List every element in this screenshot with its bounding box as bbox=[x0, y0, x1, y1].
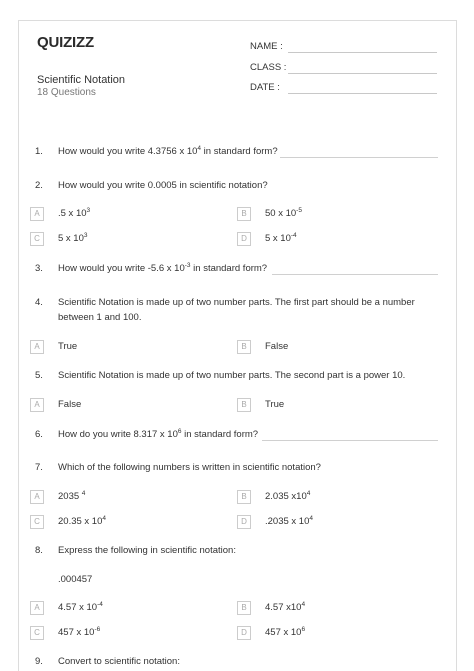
class-label: CLASS : bbox=[250, 62, 287, 73]
option-letter-box[interactable]: A bbox=[30, 601, 44, 615]
question-text: Scientific Notation is made up of two number parts. The first part should be a number bbox=[58, 297, 415, 308]
option-text[interactable]: .5 x $10^3$ bbox=[58, 207, 91, 219]
question-number: 4. bbox=[35, 297, 43, 308]
option-text[interactable]: 457 x $10^{-6}$ bbox=[58, 626, 101, 638]
question-text: Scientific Notation is made up of two number parts. The second part is a power 10. bbox=[58, 370, 406, 381]
question-number: 6. bbox=[35, 429, 43, 440]
option-letter-box[interactable]: A bbox=[30, 207, 44, 221]
option-letter-box[interactable]: C bbox=[30, 515, 44, 529]
option-text[interactable]: 5 x $10^{-4}$ bbox=[265, 232, 297, 244]
option-letter-box[interactable]: C bbox=[30, 626, 44, 640]
option-text[interactable]: 20.35 x $10^4$ bbox=[58, 515, 106, 527]
quizizz-logo: QUIZIZZ bbox=[37, 34, 94, 51]
question-text-continued: between 1 and 100. bbox=[58, 312, 142, 323]
option-text[interactable]: 2.035 $x10^4$ bbox=[265, 490, 311, 502]
date-label: DATE : bbox=[250, 82, 280, 93]
option-text[interactable]: 457 x $10^6$ bbox=[265, 626, 306, 638]
question-number: 1. bbox=[35, 146, 43, 157]
question-number: 2. bbox=[35, 180, 43, 191]
option-letter-box[interactable]: B bbox=[237, 340, 251, 354]
option-letter-box[interactable]: D bbox=[237, 232, 251, 246]
option-text[interactable]: False bbox=[265, 341, 289, 352]
option-text[interactable]: 2035 $^4$ bbox=[58, 490, 86, 502]
name-label: NAME : bbox=[250, 41, 283, 52]
answer-line[interactable] bbox=[280, 157, 438, 158]
question-text: How would you write 4.3756 x $10^4$ in standard form? bbox=[58, 145, 278, 157]
option-text[interactable]: 4.57 $x10^4$ bbox=[265, 601, 306, 613]
question-text: How would you write -5.6 x $10^{-3}$ in standard form? bbox=[58, 262, 268, 274]
question-text: How do you write 8.317 x $10^6$ in standard form? bbox=[58, 428, 259, 440]
option-letter-box[interactable]: B bbox=[237, 207, 251, 221]
option-text[interactable]: 50 x $10^{-5}$ bbox=[265, 207, 302, 219]
option-letter-box[interactable]: B bbox=[237, 398, 251, 412]
option-letter-box[interactable]: A bbox=[30, 490, 44, 504]
name-line[interactable] bbox=[288, 52, 437, 53]
question-text: How would you write 0.0005 in scientific notation? bbox=[58, 180, 268, 191]
option-text[interactable]: 4.57 x $10^{-4}$ bbox=[58, 601, 103, 613]
question-text: Express the following in scientific notation: bbox=[58, 545, 236, 556]
answer-line[interactable] bbox=[272, 274, 438, 275]
option-letter-box[interactable]: B bbox=[237, 601, 251, 615]
question-number: 3. bbox=[35, 263, 43, 274]
question-number: 5. bbox=[35, 370, 43, 381]
question-number: 7. bbox=[35, 462, 43, 473]
class-line[interactable] bbox=[288, 73, 437, 74]
option-text[interactable]: True bbox=[265, 399, 285, 410]
option-text[interactable]: True bbox=[58, 341, 78, 352]
question-number: 8. bbox=[35, 545, 43, 556]
date-line[interactable] bbox=[288, 93, 437, 94]
option-letter-box[interactable]: D bbox=[237, 515, 251, 529]
answer-line[interactable] bbox=[262, 440, 438, 441]
option-letter-box[interactable]: A bbox=[30, 398, 44, 412]
option-text[interactable]: False bbox=[58, 399, 82, 410]
worksheet-title: Scientific Notation bbox=[37, 74, 126, 86]
option-text[interactable]: .2035 x $10^4$ bbox=[265, 515, 313, 527]
question-number: 9. bbox=[35, 656, 43, 667]
question-text: Convert to scientific notation: bbox=[58, 656, 180, 667]
question-text-continued: .000457 bbox=[58, 574, 93, 585]
option-text[interactable]: 5 x $10^3$ bbox=[58, 232, 88, 244]
option-letter-box[interactable]: D bbox=[237, 626, 251, 640]
question-count: 18 Questions bbox=[37, 87, 96, 98]
option-letter-box[interactable]: C bbox=[30, 232, 44, 246]
option-letter-box[interactable]: B bbox=[237, 490, 251, 504]
option-letter-box[interactable]: A bbox=[30, 340, 44, 354]
question-text: Which of the following numbers is written in scientific notation? bbox=[58, 462, 321, 473]
